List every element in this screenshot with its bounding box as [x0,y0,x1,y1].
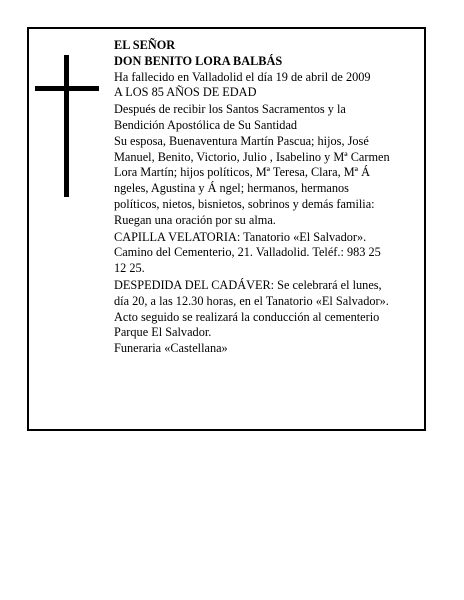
chapel-line: Camino del Cementerio, 21. Valladolid. Teléf.: 983 25 [114,245,381,260]
sacraments-line: Después de recibir los Santos Sacramentos y la [114,102,346,117]
obituary-text [114,38,424,357]
farewell-line: Acto seguido se realizará la conducción al cementerio [114,309,380,324]
farewell-line: día 20, a las 12.30 horas, en el Tanatorio «El Salvador». [114,293,389,308]
family-line: ngeles, Agustina y Á ngel; hermanos, hermanos [114,181,349,196]
family-line: Ruegan una oración por su alma. [114,212,276,227]
family-line: políticos, nietos, bisnietos, sobrinos y demás familia: [114,196,375,211]
sacraments-line: Bendición Apostólica de Su Santidad [114,117,298,132]
farewell-line: DESPEDIDA DEL CADÁVER: Se celebrará el lunes, [114,277,382,292]
deceased-name: DON BENITO LORA BALBÁS [114,53,283,68]
family-line: Manuel, Benito, Victorio, Julio , Isabelino y Mª Carmen [114,149,390,164]
cross-horizontal-bar [35,86,99,91]
death-statement: Ha fallecido en Valladolid el día 19 de abril de 2009 [114,69,371,84]
cross-vertical-bar [64,55,69,197]
title-line-1: EL SEÑOR [114,38,176,52]
family-line: Su esposa, Buenaventura Martín Pascua; hijos, José [114,133,369,148]
chapel-line: CAPILLA VELATORIA: Tanatorio «El Salvador». [114,229,367,244]
age-line: A LOS 85 AÑOS DE EDAD [114,85,257,100]
chapel-line: 12 25. [114,261,145,276]
farewell-line: Parque El Salvador. [114,325,212,340]
family-line: Lora Martín; hijos políticos, Mª Teresa, Clara, Mª Á [114,165,371,180]
latin-cross-icon [35,55,99,197]
funeral-home: Funeraria «Castellana» [114,341,228,356]
